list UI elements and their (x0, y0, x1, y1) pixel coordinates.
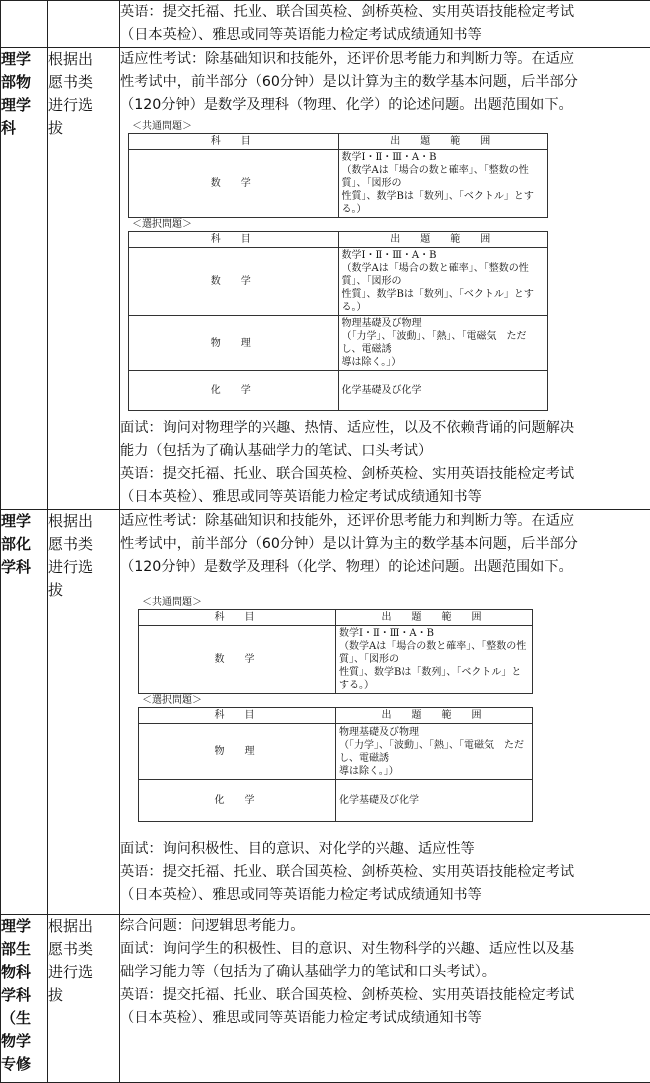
math-range (338, 248, 548, 316)
dept-line: 理学 (1, 510, 47, 533)
col-range: 出 題 範 囲 (338, 134, 548, 150)
english-line: 英语：提交托福、托业、联合国英检、剑桥英检、实用英语技能检定考试 (120, 1, 650, 24)
method-cell (48, 915, 120, 1083)
math-subject: 数 学 (139, 626, 336, 694)
range-line: （数学Aは「場合の数と確率」、「整数の性質」、「図形の (342, 164, 545, 190)
content-cell (120, 48, 650, 510)
range-line: （「力学」、「波動」、「熱」、「電磁気 ただし、電磁誘 (342, 330, 545, 356)
chem-subject: 化 学 (139, 780, 336, 822)
common-exam-table (128, 133, 548, 218)
method-cell (48, 48, 120, 510)
text-line: 英语：提交托福、托业、联合国英检、剑桥英检、实用英语技能检定考试 (120, 463, 650, 486)
dept-line: 部物 (1, 71, 47, 94)
method-line: 愿书类 (48, 71, 119, 94)
select-caption: ＜選択問題＞ (132, 219, 650, 231)
physics-subject: 物 理 (129, 316, 339, 371)
method-line: 进行选 (48, 961, 119, 984)
text-line: 英语：提交托福、托业、联合国英检、剑桥英检、实用英语技能检定考试 (120, 861, 650, 884)
method-line: 根据出 (48, 48, 119, 71)
range-line: 導は除く。」） (342, 356, 545, 369)
range-line: 物理基礎及び物理 (342, 317, 545, 330)
english-line: （日本英检）、雅思或同等英语能力检定考试成绩通知书等 (120, 24, 650, 47)
text-line: （120分钟）是数学及理科（物理、化学）的论述问题。出题范围如下。 (120, 94, 650, 117)
col-range: 出 題 範 囲 (336, 708, 533, 724)
dept-line: 科 (1, 117, 47, 140)
text-line: （日本英检）、雅思或同等英语能力检定考试成绩通知书等 (120, 486, 650, 509)
method-line: 根据出 (48, 510, 119, 533)
chem-range: 化学基礎及び化学 (338, 371, 548, 411)
content-cell (120, 510, 650, 915)
physics-range (336, 724, 533, 780)
dept-line: 理学 (1, 48, 47, 71)
text-line: 能力（包括为了确认基础学力的笔试、口头考试） (120, 440, 650, 463)
table-row (1, 48, 650, 510)
dept-line: 学科 (1, 556, 47, 579)
dept-line: 物学 (1, 1030, 47, 1053)
table-row (1, 1, 650, 48)
method-line: 进行选 (48, 94, 119, 117)
text-line: 面试：询问对物理学的兴趣、热情、适应性，以及不依赖背诵的问题解决 (120, 417, 650, 440)
physics-subject: 物 理 (139, 724, 336, 780)
common-caption: ＜共通問題＞ (142, 597, 650, 609)
range-line: （数学Aは「場合の数と確率」、「整数の性質」、「図形の (339, 640, 529, 666)
select-caption: ＜選択問題＞ (142, 695, 650, 707)
method-line: 拔 (48, 579, 119, 602)
text-line: （日本英检）、雅思或同等英语能力检定考试成绩通知书等 (120, 1007, 650, 1030)
dept-line: 理学 (1, 915, 47, 938)
math-range (336, 626, 533, 694)
math-range (338, 150, 548, 218)
content-cell (120, 915, 650, 1083)
text-line: 础学习能力等（包括为了确认基础学力的笔试和口头考试）。 (120, 961, 650, 984)
table-row (1, 510, 650, 915)
col-subject: 科 目 (129, 232, 339, 248)
method-cell (48, 510, 120, 915)
common-caption: ＜共通問題＞ (132, 121, 650, 133)
range-line: 性質」、数学Bは「数列」、「ベクトル」とする。） (339, 666, 529, 692)
range-line: （数学Aは「場合の数と確率」、「整数の性質」、「図形の (342, 262, 545, 288)
dept-line: （生 (1, 1007, 47, 1030)
common-exam-table (138, 609, 533, 694)
text-line: 面试：询问积极性、目的意识、对化学的兴趣、适应性等 (120, 838, 650, 861)
dept-line: 部化 (1, 533, 47, 556)
exam-range-figure (128, 121, 650, 411)
math-subject: 数 学 (129, 150, 339, 218)
text-line: （120分钟）是数学及理科（化学、物理）的论述问题。出题范围如下。 (120, 556, 650, 579)
table-row (1, 915, 650, 1083)
physics-range (338, 316, 548, 371)
col-subject: 科 目 (139, 610, 336, 626)
text-line: 综合问题：问逻辑思考能力。 (120, 915, 650, 938)
range-line: 導は除く。」） (339, 765, 529, 778)
select-exam-table (128, 231, 548, 411)
dept-line: 学科 (1, 984, 47, 1007)
method-line: 愿书类 (48, 938, 119, 961)
col-range: 出 題 範 囲 (338, 232, 548, 248)
text-line: 性考试中，前半部分（60分钟）是以计算为主的数学基本问题，后半部分 (120, 71, 650, 94)
dept-line: 物科 (1, 961, 47, 984)
exam-range-figure (138, 597, 650, 822)
col-range: 出 題 範 囲 (336, 610, 533, 626)
method-line: 拔 (48, 984, 119, 1007)
text-line: 适应性考试：除基础知识和技能外，还评价思考能力和判断力等。在适应 (120, 510, 650, 533)
method-line: 进行选 (48, 556, 119, 579)
col-subject: 科 目 (139, 708, 336, 724)
method-line: 拔 (48, 117, 119, 140)
chem-subject: 化 学 (129, 371, 339, 411)
text-line: （日本英检）、雅思或同等英语能力检定考试成绩通知书等 (120, 884, 650, 907)
method-line: 愿书类 (48, 533, 119, 556)
range-line: 数学Ⅰ・Ⅱ・Ⅲ・A・B (339, 627, 529, 640)
content-cell (120, 1, 650, 48)
range-line: 性質」、数学Bは「数列」、「ベクトル」とする。） (342, 288, 545, 314)
dept-cell (1, 1, 48, 48)
range-line: （「力学」、「波動」、「熱」、「電磁気 ただし、電磁誘 (339, 739, 529, 765)
dept-cell (1, 510, 48, 915)
text-line: 英语：提交托福、托业、联合国英检、剑桥英检、实用英语技能检定考试 (120, 984, 650, 1007)
dept-line: 理学 (1, 94, 47, 117)
range-line: 性質」、数学Bは「数列」、「ベクトル」とする。） (342, 190, 545, 216)
range-line: 数学Ⅰ・Ⅱ・Ⅲ・A・B (342, 249, 545, 262)
col-subject: 科 目 (129, 134, 339, 150)
dept-line: 部生 (1, 938, 47, 961)
chem-range: 化学基礎及び化学 (336, 780, 533, 822)
text-line: 适应性考试：除基础知识和技能外，还评价思考能力和判断力等。在适应 (120, 48, 650, 71)
dept-cell (1, 915, 48, 1083)
text-line: 面试：询问学生的积极性、目的意识、对生物科学的兴趣、适应性以及基 (120, 938, 650, 961)
range-line: 数学Ⅰ・Ⅱ・Ⅲ・A・B (342, 151, 545, 164)
method-line: 根据出 (48, 915, 119, 938)
method-cell (48, 1, 120, 48)
text-line: 性考试中，前半部分（60分钟）是以计算为主的数学基本问题，后半部分 (120, 533, 650, 556)
range-line: 物理基礎及び物理 (339, 726, 529, 739)
select-exam-table (138, 707, 533, 822)
dept-line: 专修 (1, 1053, 47, 1076)
math-subject: 数 学 (129, 248, 339, 316)
dept-cell (1, 48, 48, 510)
